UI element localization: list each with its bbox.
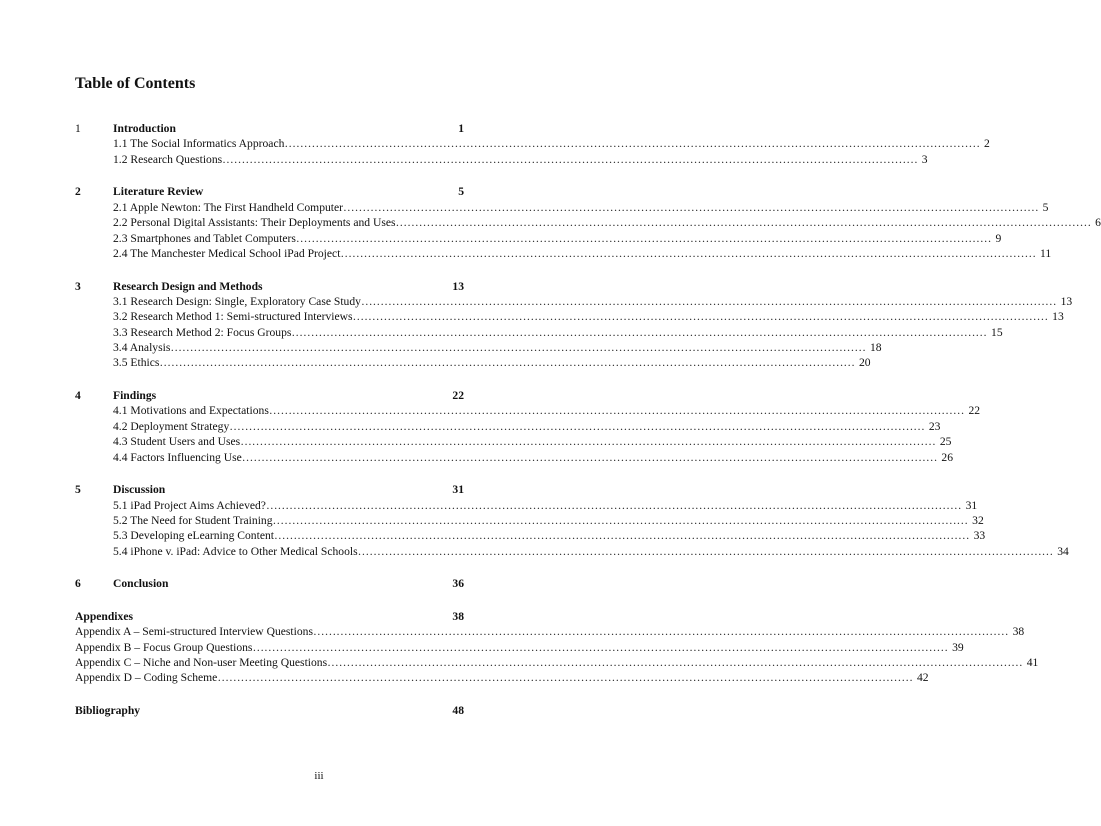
chapter-entry[interactable] (75, 576, 464, 591)
entry-page-number: 34 (1057, 544, 1069, 558)
section-entry[interactable] (75, 450, 954, 465)
chapter-entry[interactable] (75, 388, 464, 403)
section-entry[interactable] (75, 434, 952, 449)
section-entry[interactable] (75, 309, 1064, 324)
entry-page-number: 18 (869, 341, 882, 355)
dot-leader: ……………………………………………………………………………………………………………………………………………………………… (291, 325, 988, 339)
dot-leader: ……………………………………………………………………………………………………………………………………………………………… (340, 246, 1037, 260)
entry-label: Research Design and Methods (113, 279, 263, 293)
entry-label: 4.4 Factors Influencing Use (113, 450, 242, 464)
entry-label: 3.1 Research Design: Single, Exploratory Case Study (113, 294, 361, 308)
appendix-entry[interactable] (75, 624, 1025, 639)
section-entry[interactable] (75, 246, 1052, 261)
dot-leader: ……………………………………………………………………………………………………………………………………………………………… (159, 356, 855, 370)
entry-page-number: 13 (1060, 294, 1073, 308)
entry-page-number: 26 (941, 450, 954, 464)
entry-page-number: 42 (916, 671, 929, 685)
entry-page-number: 11 (1040, 246, 1052, 260)
entry-label: Conclusion (113, 577, 169, 591)
appendix-entry[interactable] (75, 670, 929, 685)
page-number-footer: iii (314, 770, 324, 782)
entry-page-number: 23 (928, 419, 941, 433)
entry-label: 3.4 Analysis (113, 341, 171, 355)
chapter-group (75, 388, 981, 465)
chapter-number: 5 (75, 483, 81, 497)
chapter-entry[interactable] (75, 482, 464, 497)
dot-leader: ……………………………………………………………………………………………………………………………………………………………… (360, 294, 1057, 308)
entry-page-number: 3 (921, 152, 928, 166)
section-entry[interactable] (75, 152, 928, 167)
chapter-number: 6 (75, 577, 81, 591)
section-entry[interactable] (75, 544, 1069, 559)
section-entry[interactable] (75, 355, 871, 370)
section-entry[interactable] (75, 294, 1073, 309)
entry-label: Appendixes (75, 609, 133, 623)
appendix-entry[interactable] (75, 640, 964, 655)
entry-page-number: 32 (972, 513, 984, 527)
dot-leader: ……………………………………………………………………………………………………………………………………………………………… (265, 498, 962, 512)
entry-label: Appendix D – Coding Scheme (75, 671, 218, 685)
chapter-number: 2 (75, 185, 81, 199)
dot-leader: ……………………………………………………………………………………………………………………………………………………………… (312, 625, 1009, 639)
dot-leader: ……………………………………………………………………………………………………………………………………………………………… (295, 231, 992, 245)
appendix-entry[interactable] (75, 655, 1039, 670)
entry-page-number: 6 (1095, 216, 1101, 230)
bibliography-group (75, 703, 464, 718)
entry-label: 4.3 Student Users and Uses (113, 435, 241, 449)
entry-label: Bibliography (75, 704, 141, 718)
section-entry[interactable] (75, 231, 1002, 246)
entry-label: Findings (113, 389, 157, 403)
entry-page-number: 38 (452, 609, 464, 623)
entry-label: Appendix C – Niche and Non-user Meeting Questions (75, 656, 328, 670)
section-entry[interactable] (75, 340, 882, 355)
chapter-group (75, 576, 464, 591)
entry-label: Introduction (113, 122, 176, 135)
dot-leader: ……………………………………………………………………………………………………………………………………………………………… (217, 671, 913, 685)
chapter-entry[interactable] (75, 121, 464, 136)
entry-page-number: 2 (984, 137, 990, 151)
entry-label: 5.4 iPhone v. iPad: Advice to Other Medical Schools (113, 544, 358, 558)
dot-leader: ……………………………………………………………………………………………………………………………………………………………… (395, 216, 1092, 230)
entry-label: 1.1 The Social Informatics Approach (113, 137, 285, 151)
entry-label: 4.1 Motivations and Expectations (113, 404, 269, 418)
section-entry[interactable] (75, 200, 1049, 215)
entry-page-number: 33 (973, 529, 986, 543)
chapter-number: 1 (75, 122, 81, 135)
entry-page-number: 38 (1012, 625, 1025, 639)
entry-page-number: 13 (1052, 310, 1064, 324)
entry-label: Discussion (113, 483, 166, 497)
entry-label: 2.4 The Manchester Medical School iPad Project (113, 246, 341, 260)
section-entry[interactable] (75, 419, 941, 434)
dot-leader: ……………………………………………………………………………………………………………………………………………………………… (352, 310, 1049, 324)
chapter-number: 3 (75, 279, 81, 293)
dot-leader: ……………………………………………………………………………………………………………………………………………………………… (284, 137, 981, 151)
entry-label: 3.2 Research Method 1: Semi-structured Interviews (113, 310, 353, 324)
entry-label: 1.2 Research Questions (113, 152, 223, 166)
entry-label: Appendix B – Focus Group Questions (75, 640, 253, 654)
entry-label: 4.2 Deployment Strategy (113, 419, 230, 433)
chapter-entry[interactable] (75, 184, 464, 199)
section-entry[interactable] (75, 513, 984, 528)
chapter-group (75, 482, 1069, 559)
appendixes-heading[interactable] (75, 609, 464, 624)
entry-page-number: 39 (952, 640, 964, 654)
entry-page-number: 20 (859, 356, 871, 370)
dot-leader: ……………………………………………………………………………………………………………………………………………………………… (357, 544, 1054, 558)
entry-page-number: 1 (458, 122, 464, 135)
dot-leader: ……………………………………………………………………………………………………………………………………………………………… (272, 513, 969, 527)
chapter-entry[interactable] (75, 279, 464, 294)
entry-label: 5.2 The Need for Student Training (113, 513, 273, 527)
dot-leader: ……………………………………………………………………………………………………………………………………………………………… (252, 640, 949, 654)
section-entry[interactable] (75, 136, 990, 151)
entry-page-number: 31 (452, 483, 464, 497)
entry-label: 5.1 iPad Project Aims Achieved? (113, 498, 266, 512)
chapter-number: 4 (75, 389, 81, 403)
entry-label: Literature Review (113, 185, 204, 199)
dot-leader: ……………………………………………………………………………………………………………………………………………………………… (273, 529, 970, 543)
entry-label: 3.5 Ethics (113, 356, 160, 370)
dot-leader: ……………………………………………………………………………………………………………………………………………………………… (240, 435, 936, 449)
section-entry[interactable] (75, 325, 1003, 340)
entry-label: 5.3 Developing eLearning Content (113, 529, 274, 543)
dot-leader: ……………………………………………………………………………………………………………………………………………………………… (241, 450, 938, 464)
entry-page-number: 13 (452, 279, 464, 293)
entry-page-number: 15 (991, 325, 1003, 339)
entry-page-number: 41 (1026, 656, 1039, 670)
page-title: Table of Contents (75, 75, 196, 92)
dot-leader: ……………………………………………………………………………………………………………………………………………………………… (327, 656, 1023, 670)
dot-leader: ……………………………………………………………………………………………………………………………………………………………… (343, 200, 1039, 214)
entry-page-number: 48 (452, 704, 464, 718)
bibliography-entry[interactable] (75, 703, 464, 718)
section-entry[interactable] (75, 528, 986, 543)
entry-page-number: 36 (452, 577, 464, 591)
dot-leader: ……………………………………………………………………………………………………………………………………………………………… (222, 152, 918, 166)
section-entry[interactable] (75, 498, 978, 513)
chapter-group (75, 184, 1101, 261)
dot-leader: ……………………………………………………………………………………………………………………………………………………………… (170, 341, 866, 355)
table-of-contents (75, 121, 1101, 736)
entry-page-number: 25 (939, 435, 952, 449)
entry-label: 3.3 Research Method 2: Focus Groups (113, 325, 292, 339)
entry-page-number: 22 (968, 404, 981, 418)
entry-label: 2.3 Smartphones and Tablet Computers (113, 231, 296, 245)
entry-page-number: 9 (995, 231, 1002, 245)
entry-page-number: 31 (965, 498, 978, 512)
section-entry[interactable] (75, 215, 1101, 230)
dot-leader: ……………………………………………………………………………………………………………………………………………………………… (229, 419, 925, 433)
entry-label: 2.1 Apple Newton: The First Handheld Computer (113, 200, 344, 214)
entry-label: 2.2 Personal Digital Assistants: Their Deployments and Uses (113, 216, 396, 230)
dot-leader: ……………………………………………………………………………………………………………………………………………………………… (268, 404, 965, 418)
appendixes-group (75, 609, 1039, 686)
entry-page-number: 22 (452, 389, 464, 403)
entry-page-number: 5 (1042, 200, 1049, 214)
section-entry[interactable] (75, 403, 981, 418)
chapter-group (75, 121, 990, 167)
chapter-group (75, 279, 1073, 371)
entry-page-number: 5 (458, 185, 464, 199)
entry-label: Appendix A – Semi-structured Interview Questions (75, 625, 313, 639)
